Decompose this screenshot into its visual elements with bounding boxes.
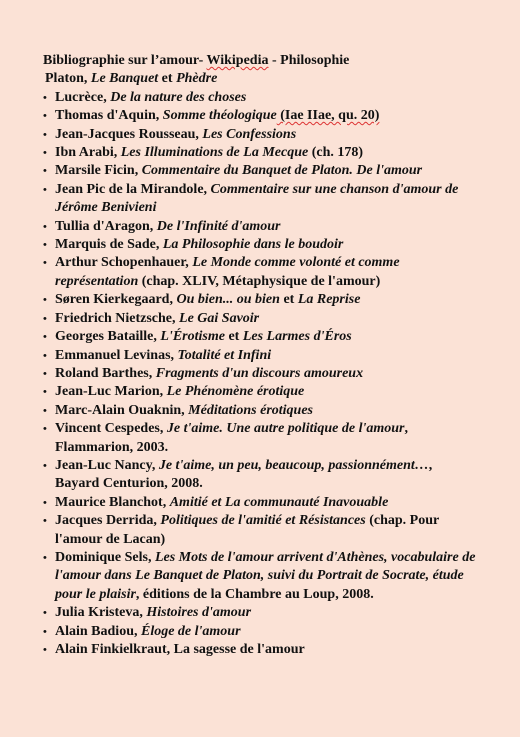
entry-title: Histoires d'amour — [146, 605, 252, 621]
entry-author: Jean-Luc Nancy, — [55, 457, 159, 473]
title-prefix: Bibliographie sur l’amour- — [43, 53, 207, 68]
bullet-icon: • — [43, 607, 47, 620]
entry-title: Somme théologique — [162, 108, 277, 124]
entry-title: Amitié et La communauté Inavouable — [169, 494, 389, 510]
bibliography-entry — [43, 291, 480, 309]
bibliography-entry — [43, 126, 480, 144]
bibliography-entry — [43, 641, 480, 659]
bullet-icon: • — [43, 459, 47, 472]
bibliography-entry — [43, 549, 480, 604]
entry-author: Vincent Cespedes, — [55, 421, 167, 437]
bullet-icon: • — [43, 165, 47, 178]
entry-title: De l'Infinité d'amour — [156, 218, 281, 234]
entry-author: Friedrich Nietzsche, — [55, 310, 180, 326]
entry-title: Le Phénomène érotique — [166, 384, 305, 400]
entry-title: Je t'aime. Une autre politique de l'amour — [166, 421, 405, 437]
entry-author: Thomas d'Aquin, — [55, 108, 163, 124]
entry-note: , éditions de la Chambre au Loup, 2008. — [135, 586, 374, 602]
bullet-icon: • — [43, 147, 47, 160]
entry-title: Les Confessions — [202, 126, 297, 142]
entry-author: Julia Kristeva, — [55, 605, 147, 621]
entry-title: La Philosophie dans le boudoir — [162, 237, 344, 253]
entry-author: Roland Barthes, — [55, 365, 156, 381]
bullet-icon: • — [43, 496, 47, 509]
entry-note: (chap. XLIV, Métaphysique de l'amour) — [138, 273, 381, 289]
entry-author: Alain Badiou, — [55, 623, 141, 639]
bibliography-list — [43, 89, 480, 660]
bibliography-entry — [43, 383, 480, 401]
bibliography-entry — [43, 89, 480, 107]
bibliography-entry — [43, 328, 480, 346]
entry-author: Arthur Schopenhauer, — [55, 255, 193, 271]
bullet-icon: • — [43, 551, 47, 564]
entry-author: Lucrèce, — [55, 89, 111, 105]
entry-title: Méditations érotiques — [188, 402, 314, 418]
page-title — [43, 52, 480, 70]
bullet-icon: • — [43, 128, 47, 141]
entry-author: Emmanuel Levinas, — [55, 347, 178, 363]
entry-author: Ibn Arabi, — [55, 145, 121, 161]
entry-author: Maurice Blanchot, — [55, 494, 170, 510]
entry-author: Dominique Sels, — [55, 549, 155, 565]
bullet-icon: • — [43, 515, 47, 528]
entry-title: Politiques de l'amitié et Résistances — [160, 513, 366, 529]
subtitle-work1: Le Banquet — [90, 71, 159, 87]
entry-author: Jean-Luc Marion, — [55, 384, 167, 400]
bibliography-entry — [43, 402, 480, 420]
subtitle-platon — [45, 70, 480, 88]
entry-author: Marquis de Sade, — [55, 237, 163, 253]
bullet-icon: • — [43, 423, 47, 436]
entry-author: Jacques Derrida, — [55, 513, 161, 529]
bullet-icon: • — [43, 644, 47, 656]
bibliography-entry — [43, 457, 480, 494]
bullet-icon: • — [43, 349, 47, 362]
bullet-icon: • — [43, 220, 47, 233]
bullet-icon: • — [43, 312, 47, 325]
bullet-icon: • — [43, 386, 47, 399]
entry-author: Jean-Jacques Rousseau, — [55, 126, 203, 142]
entry-title: Totalité et Infini — [177, 347, 272, 363]
entry-title: Les Mots de l'amour arrivent d'Athènes, vocabulaire de l'amour dans Le Banquet de Platon, suivi du Portrait de Socrate, étude pour le plaisir — [55, 549, 476, 602]
bibliography-entry — [43, 604, 480, 622]
subtitle-author: Platon, — [45, 71, 91, 87]
bibliography-entry — [43, 181, 480, 218]
bullet-icon: • — [43, 239, 47, 252]
bibliography-entry — [43, 218, 480, 236]
entry-note: et — [224, 329, 243, 345]
bullet-icon: • — [43, 331, 47, 344]
entry-note: (chap. Pour l'amour de Lacan) — [55, 513, 439, 547]
entry-title-2: Les Larmes d'Éros — [242, 329, 352, 345]
bullet-icon: • — [43, 183, 47, 196]
entry-title: De la nature des choses — [110, 89, 247, 105]
subtitle-mid: et — [158, 71, 177, 87]
entry-author: Marsile Ficin, — [55, 163, 142, 179]
subtitle-work2: Phèdre — [176, 71, 218, 87]
bibliography-entry — [43, 310, 480, 328]
entry-author: Jean Pic de la Mirandole, — [55, 181, 211, 197]
entry-title: Ou bien... ou bien — [176, 292, 280, 308]
bullet-icon: • — [43, 294, 47, 307]
bibliography-entry — [43, 347, 480, 365]
entry-note: (Iae IIae, qu. 20) — [276, 108, 380, 124]
bibliography-entry — [43, 144, 480, 162]
entry-note: La sagesse de l'amour — [173, 642, 305, 657]
entry-note: et — [279, 292, 298, 308]
bibliography-entry — [43, 420, 480, 457]
entry-author: Alain Finkielkraut, — [55, 642, 174, 657]
bullet-icon: • — [43, 110, 47, 123]
bullet-icon: • — [43, 257, 47, 270]
title-link-wikipedia[interactable]: Wikipedia — [206, 53, 269, 68]
bullet-icon: • — [43, 91, 47, 104]
entry-note: , Bayard Centurion, 2008. — [55, 457, 433, 492]
entry-note: , Flammarion, 2003. — [55, 421, 408, 455]
entry-author: Georges Bataille, — [55, 329, 161, 345]
bibliography-entry — [43, 236, 480, 254]
entry-note: (ch. 178) — [308, 145, 364, 161]
entry-title: Le Gai Savoir — [179, 310, 260, 326]
entry-title: Fragments d'un discours amoureux — [155, 365, 364, 381]
entry-author: Marc-Alain Ouaknin, — [55, 402, 189, 418]
title-suffix: - Philosophie — [268, 53, 350, 68]
bullet-icon: • — [43, 367, 47, 380]
bibliography-entry — [43, 162, 480, 180]
bullet-icon: • — [43, 625, 47, 638]
bibliography-entry — [43, 365, 480, 383]
entry-title: Les Illuminations de La Mecque — [120, 145, 309, 161]
bibliography-entry — [43, 512, 480, 549]
bullet-icon: • — [43, 404, 47, 417]
entry-author: Tullia d'Aragon, — [55, 218, 157, 234]
entry-title: Commentaire du Banquet de Platon. De l'amour — [141, 163, 423, 179]
entry-author: Søren Kierkegaard, — [55, 292, 177, 308]
entry-title: Le Monde comme volonté et comme représentation — [55, 255, 400, 289]
entry-title: Commentaire sur une chanson d'amour de Jérôme Benivieni — [55, 181, 459, 216]
bibliography-entry — [43, 107, 480, 125]
entry-title: Je t'aime, un peu, beaucoup, passionnément… — [158, 457, 429, 473]
bibliography-entry — [43, 494, 480, 512]
bibliography-entry — [43, 623, 480, 641]
entry-title: Éloge de l'amour — [140, 623, 241, 639]
entry-title: L'Érotisme — [160, 329, 225, 345]
bibliography-entry — [43, 254, 480, 291]
entry-title-2: La Reprise — [297, 292, 361, 308]
